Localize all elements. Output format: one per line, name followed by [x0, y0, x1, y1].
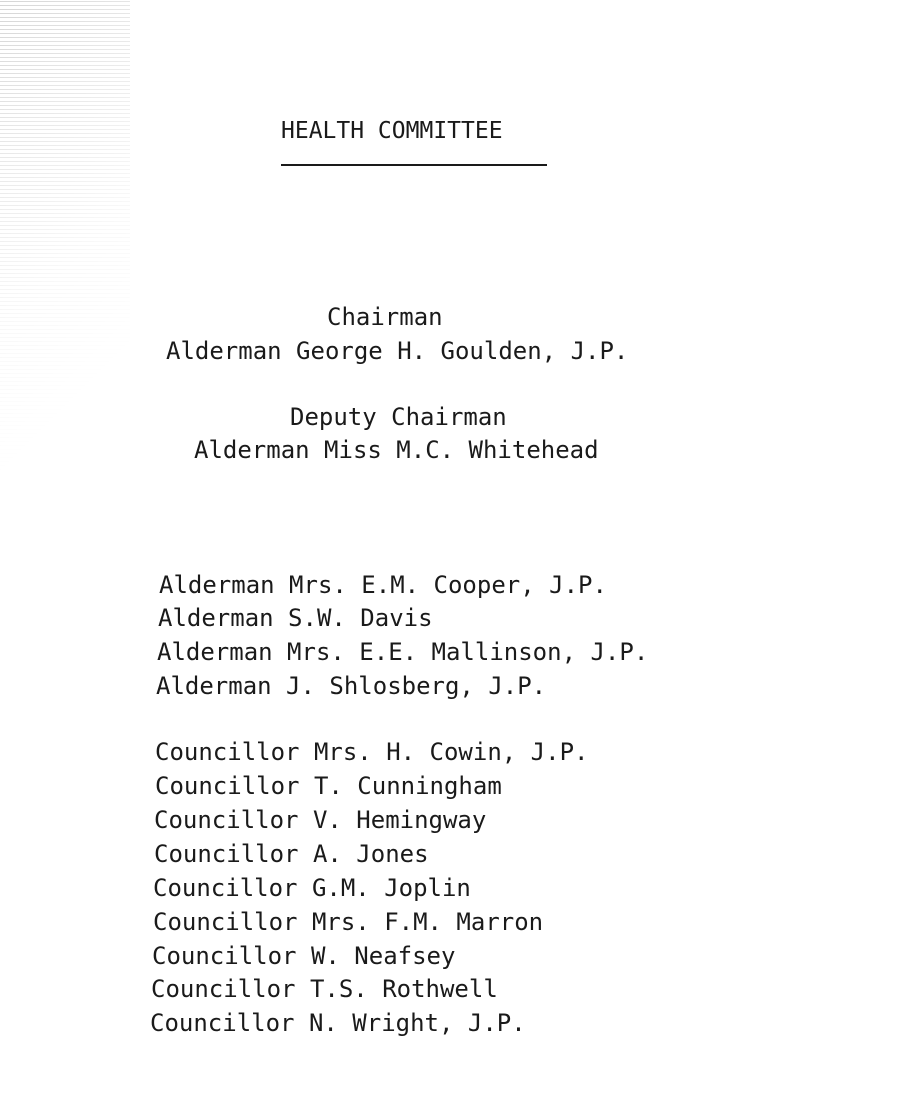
councillor-member: Councillor N. Wright, J.P.: [150, 1009, 526, 1037]
alderman-member: Alderman J. Shlosberg, J.P.: [156, 672, 547, 700]
scan-artifact: [0, 0, 130, 470]
alderman-member: Alderman Mrs. E.E. Mallinson, J.P.: [157, 638, 649, 666]
councillor-member: Councillor G.M. Joplin: [153, 874, 471, 902]
councillor-member: Councillor T.S. Rothwell: [151, 975, 498, 1003]
deputy-chairman-label: Deputy Chairman: [290, 403, 507, 431]
councillor-member: Councillor V. Hemingway: [154, 806, 487, 834]
councillor-member: Councillor Mrs. F.M. Marron: [153, 908, 544, 936]
page-title: HEALTH COMMITTEE: [281, 118, 503, 144]
deputy-chairman-name: Alderman Miss M.C. Whitehead: [194, 436, 599, 464]
alderman-member: Alderman S.W. Davis: [158, 604, 433, 632]
chairman-label: Chairman: [327, 303, 443, 331]
councillor-member: Councillor W. Neafsey: [152, 942, 456, 970]
chairman-name: Alderman George H. Goulden, J.P.: [166, 337, 629, 365]
councillor-member: Councillor A. Jones: [154, 840, 429, 868]
councillor-member: Councillor T. Cunningham: [155, 772, 502, 800]
alderman-member: Alderman Mrs. E.M. Cooper, J.P.: [159, 571, 607, 599]
councillor-member: Councillor Mrs. H. Cowin, J.P.: [155, 738, 589, 766]
title-underline: [281, 164, 547, 166]
